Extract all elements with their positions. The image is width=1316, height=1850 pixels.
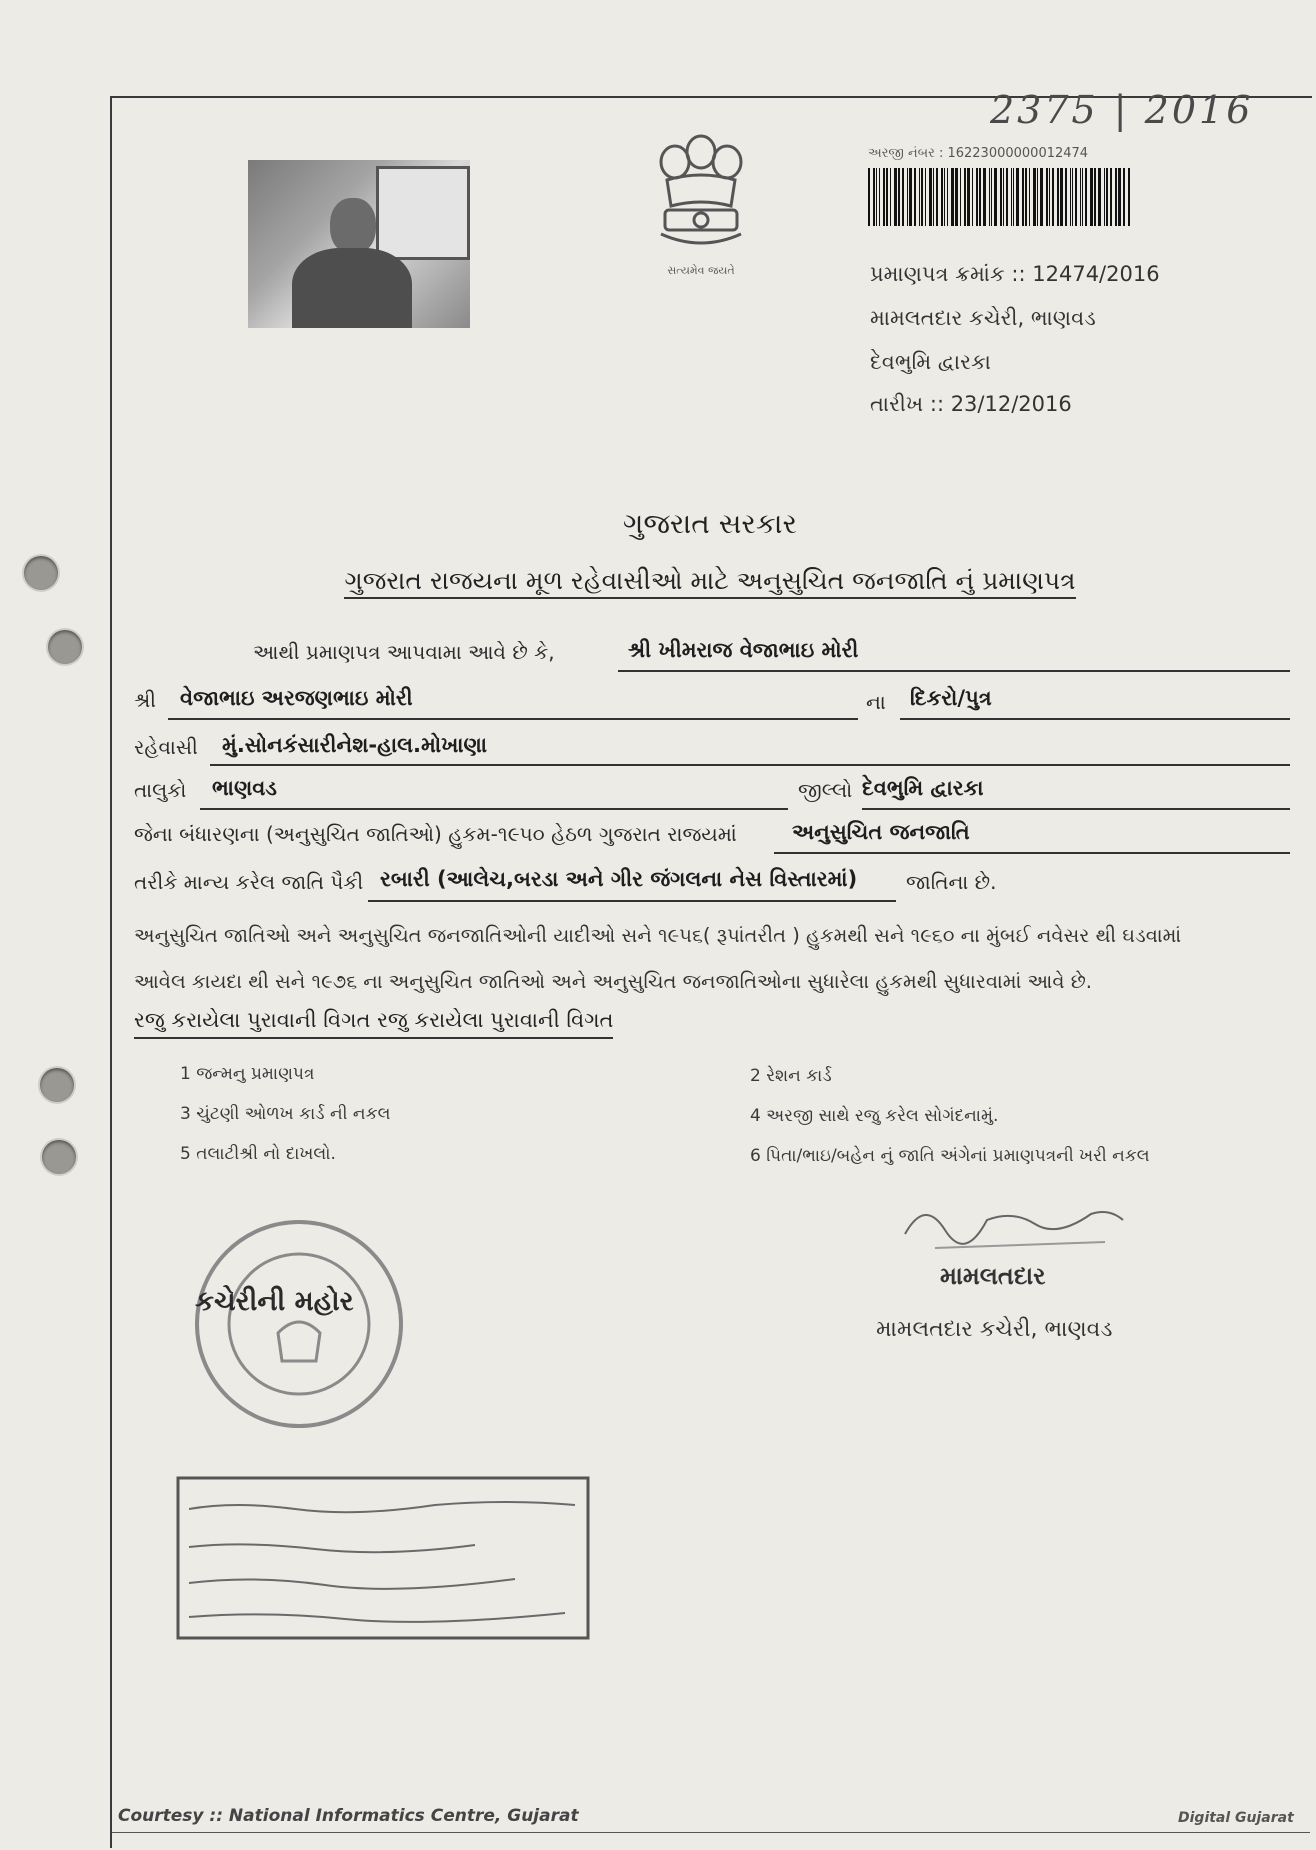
underline-category	[774, 852, 1290, 854]
application-number: અરજી નંબર : 16223000000012474	[868, 146, 1089, 161]
issue-date: તારીખ :: 23/12/2016	[870, 392, 1072, 416]
relation: દિકરો/પુત્ર	[910, 686, 992, 710]
resident-address: મું.સોનકંસારીનેશ-હાલ.મોખાણા	[222, 733, 487, 757]
evidence-heading: રજુ કરાયેલા પુરાવાની વિગત રજુ કરાયેલા પુરાવાની વિગત	[134, 1008, 613, 1039]
underline-district	[862, 808, 1290, 810]
intro-label: આથી પ્રમાણપત્ર આપવામા આવે છે કે,	[253, 640, 555, 664]
resident-label: રહેવાસી	[134, 735, 198, 759]
punch-hole-2	[48, 630, 82, 664]
district-value: દેવભુમિ દ્વારકા	[862, 776, 984, 800]
shri-label: શ્રી	[134, 688, 157, 712]
evidence-item: 4 અરજી સાથે રજુ કરેલ સોગંદનામું.	[750, 1106, 999, 1126]
na-label: ના	[866, 690, 886, 714]
round-seal-icon	[190, 1215, 408, 1433]
punch-hole-4	[42, 1140, 76, 1174]
footer-rule	[112, 1832, 1310, 1833]
certificate-number: પ્રમાણપત્ર ક્રમાંક :: 12474/2016	[870, 262, 1160, 286]
evidence-item: 6 પિતા/ભાઇ/બહેન નું જાતિ અંગેનાં પ્રમાણપત્રની ખરી નકલ	[750, 1146, 1150, 1166]
taluka-value: ભાણવડ	[212, 776, 277, 800]
issuing-district: દેવભુમિ દ્વારકા	[870, 350, 991, 374]
underline-father	[168, 718, 858, 720]
footer-brand: Digital Gujarat	[1178, 1810, 1294, 1826]
government-heading: ગુજરાત સરકાર	[623, 507, 797, 540]
father-name: વેજાભાઇ અરજણભાઇ મોરી	[180, 686, 413, 710]
certificate-title	[110, 566, 1310, 596]
taluka-label: તાલુકો	[134, 778, 187, 802]
signatory-title: મામલતદાર	[940, 1262, 1046, 1290]
issuing-office: મામલતદાર કચેરી, ભાણવડ	[870, 306, 1096, 330]
underline-caste	[368, 900, 896, 902]
recognised-label: તરીકે માન્ય કરેલ જાતિ પૈકી	[134, 870, 364, 894]
emblem-motto: સત્યમેવ જયતે	[667, 264, 735, 277]
caste-value: રબારી (આલેચ,બરડા અને ગીર જંગલના નેસ વિસ્તારમાં)	[380, 867, 858, 891]
underline-taluka	[200, 808, 788, 810]
certificate-title-text: ગુજરાત રાજયના મૂળ રહેવાસીઓ માટે અનુસુચિત જનજાતિ નું પ્રમાણપત્ર	[344, 566, 1075, 599]
applicant-photo	[248, 160, 470, 328]
state-emblem	[645, 122, 757, 278]
holder-name: શ્રી ખીમરાજ વેજાભાઇ મોરી	[628, 638, 859, 662]
seal-label: કચેરીની મહોર	[195, 1286, 354, 1317]
evidence-item: 1 જન્મનુ પ્રમાણપત્ર	[180, 1064, 315, 1084]
underline-name	[618, 670, 1290, 672]
rubber-stamp-icon	[175, 1475, 591, 1641]
signatory-office: મામલતદાર કચેરી, ભાણવડ	[876, 1317, 1113, 1342]
caste-suffix: જાતિના છે.	[906, 870, 997, 894]
evidence-item: 5 તલાટીશ્રી નો દાખલો.	[180, 1144, 336, 1164]
evidence-item: 3 ચુંટણી ઓળખ કાર્ડ ની નકલ	[180, 1104, 391, 1124]
category-value: અનુસુચિત જનજાતિ	[792, 820, 970, 844]
signature-icon	[895, 1190, 1135, 1260]
underline-resident	[210, 764, 1290, 766]
footer-courtesy: Courtesy :: National Informatics Centre, Gujarat	[118, 1806, 579, 1826]
handwritten-register-number: 2375 | 2016	[990, 88, 1254, 132]
district-label: જીલ્લો	[798, 778, 853, 802]
barcode-icon	[868, 168, 1132, 226]
punch-hole-3	[40, 1068, 74, 1102]
underline-relation	[900, 718, 1290, 720]
punch-hole-1	[24, 556, 58, 590]
order-label: જેના બંધારણના (અનુસુચિત જાતિઓ) હુકમ-૧૯૫૦ હેઠળ ગુજરાત રાજયમાં	[134, 822, 737, 846]
emblem-icon	[647, 122, 755, 258]
evidence-item: 2 રેશન કાર્ડ	[750, 1066, 832, 1086]
paragraph-line-1: અનુસુચિત જાતિઓ અને અનુસુચિત જનજાતિઓની યાદીઓ સને ૧૯૫૬( રૂપાંતરીત ) હુકમથી સને ૧૯૬૦ ના મુંબઈ નવેસર થી ઘડવામાં	[134, 924, 1182, 947]
paragraph-line-2: આવેલ કાયદા થી સને ૧૯૭૬ ના અનુસુચિત જાતિઓ અને અનુસુચિત જનજાતિઓના સુધારેલા હુકમથી સુધારવામાં આવે છે.	[134, 970, 1092, 993]
